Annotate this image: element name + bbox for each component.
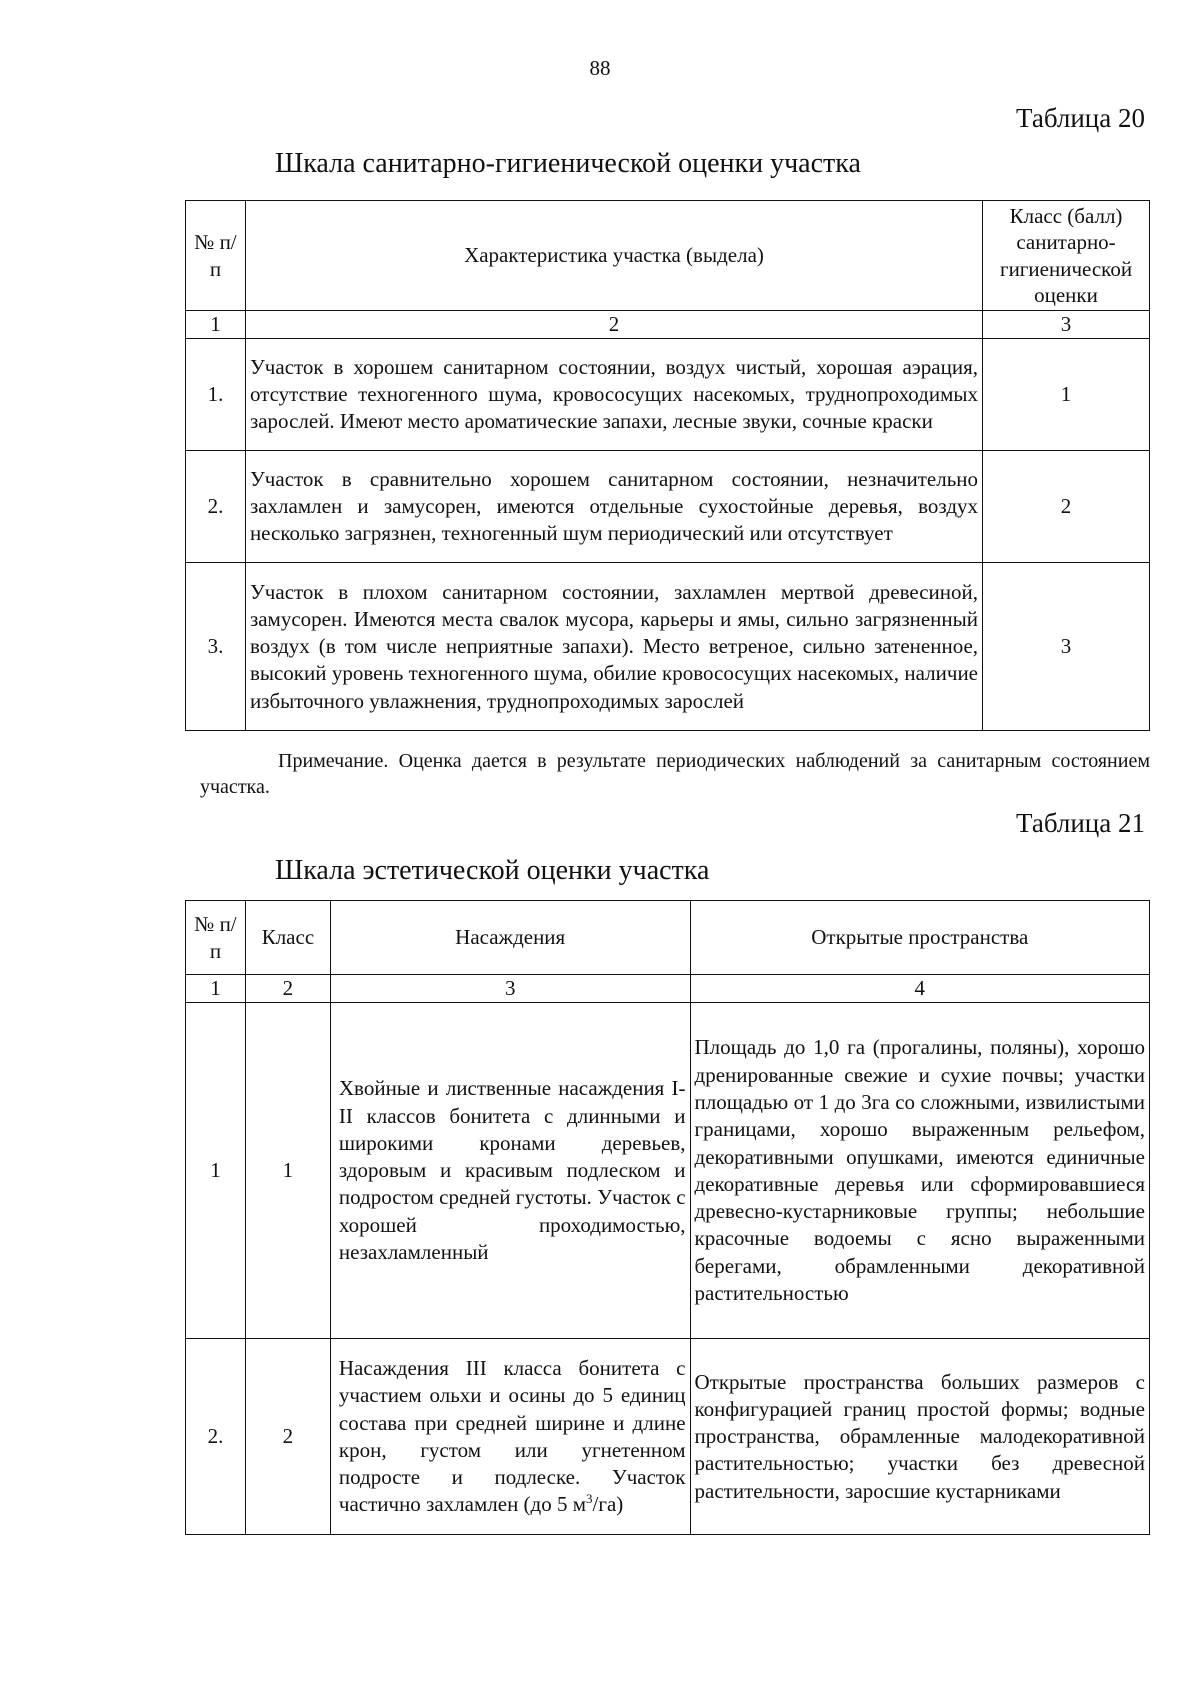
table-21-column-numbers (186, 975, 1150, 1003)
row-characteristic: Участок в хорошем санитарном состоянии, воздух чистый, хорошая аэрация, отсутствие техногенного шума, кровососущих насекомых, труднопроходимых зарослей. Имеют место ароматические запахи, лесные звуки, сочные краски (245, 339, 982, 451)
row-characteristic: Участок в плохом санитарном состоянии, захламлен мертвой древесиной, замусорен. Имеются места свалок мусора, карьеры и ямы, сильно загрязненный воздух (в том числе неприятные запахи). Место ветреное, сильно затененное, высокий уровень техногенного шума, обилие кровососущих насекомых, наличие избыточного увлажнения, труднопроходимых зарослей (245, 563, 982, 731)
header-stands: Насаждения (330, 901, 690, 975)
header-num: № п/п (186, 201, 246, 311)
column-number: 3 (330, 975, 690, 1003)
row-score: 1 (983, 339, 1150, 451)
table-row (186, 339, 1150, 451)
header-class: Класс (балл) санитарно-гигиенической оценки (983, 201, 1150, 311)
column-number: 2 (245, 975, 330, 1003)
row-number: 2. (186, 1339, 246, 1535)
column-number: 4 (690, 975, 1149, 1003)
table-20-header-row (186, 201, 1150, 311)
column-number: 3 (983, 311, 1150, 339)
header-num: № п/п (186, 901, 246, 975)
table-row (186, 1003, 1150, 1339)
table-20-note: Примечание. Оценка дается в результате периодических наблюдений за санитарным состоянием участка. (200, 750, 1150, 798)
column-number: 1 (186, 975, 246, 1003)
row-number: 1 (186, 1003, 246, 1339)
table-21 (185, 900, 1150, 1535)
table-21-title: Шкала эстетической оценки участка (275, 855, 710, 886)
row-score: 2 (983, 451, 1150, 563)
table-20 (185, 200, 1150, 731)
row-stands: Хвойные и лиственные насаждения I-II классов бонитета с длинными и широкими кронами деревьев, здоровым и красивым подлеском и подростом средней густоты. Участок с хорошей проходимостью, незахламленный (330, 1003, 690, 1339)
header-open-spaces: Открытые пространства (690, 901, 1149, 975)
row-number: 2. (186, 451, 246, 563)
row-stands-tail: /га) (592, 1492, 624, 1517)
table-row (186, 451, 1150, 563)
header-class: Класс (245, 901, 330, 975)
row-class: 2 (245, 1339, 330, 1535)
header-characteristic: Характеристика участка (выдела) (245, 201, 982, 311)
row-stands (330, 1339, 690, 1535)
row-number: 1. (186, 339, 246, 451)
table-20-column-numbers (186, 311, 1150, 339)
table-21-header-row (186, 901, 1150, 975)
row-characteristic: Участок в сравнительно хорошем санитарном состоянии, незначительно захламлен и замусорен, имеются отдельные сухостойные деревья, воздух несколько загрязнен, техногенный шум периодический или отсутствует (245, 451, 982, 563)
column-number: 2 (245, 311, 982, 339)
row-open-spaces: Площадь до 1,0 га (прогалины, поляны), хорошо дренированные свежие и сухие почвы; участки площадью от 1 до 3га со сложными, извилистыми границами, хорошо выраженным рельефом, декоративными опушками, имеются единичные декоративные деревья или сформировавшиеся древесно-кустарниковые группы; небольшие красочные водоемы с ясно выраженными берегами, обрамленными декоративной растительностью (690, 1003, 1149, 1339)
table-20-title: Шкала санитарно-гигиенической оценки участка (275, 148, 861, 179)
row-number: 3. (186, 563, 246, 731)
table-row (186, 1339, 1150, 1535)
page-number: 88 (589, 56, 611, 80)
table-20-label: Таблица 20 (1016, 103, 1145, 133)
row-score: 3 (983, 563, 1150, 731)
superscript: 3 (586, 1491, 593, 1507)
table-row (186, 563, 1150, 731)
table-21-label: Таблица 21 (1016, 808, 1145, 838)
row-stands-text: Насаждения III класса бонитета с участием ольхи и осины до 5 единиц состава при средней ширине и длине крон, густом или угнетенном подросте и подлеске. Участок частично захламлен (до 5 м (338, 1355, 686, 1517)
row-open-spaces: Открытые пространства больших размеров с конфигурацией границ простой формы; водные пространства, обрамленные малодекоративной растительностью; участки без древесной растительности, заросшие кустарниками (690, 1339, 1149, 1535)
column-number: 1 (186, 311, 246, 339)
row-class: 1 (245, 1003, 330, 1339)
